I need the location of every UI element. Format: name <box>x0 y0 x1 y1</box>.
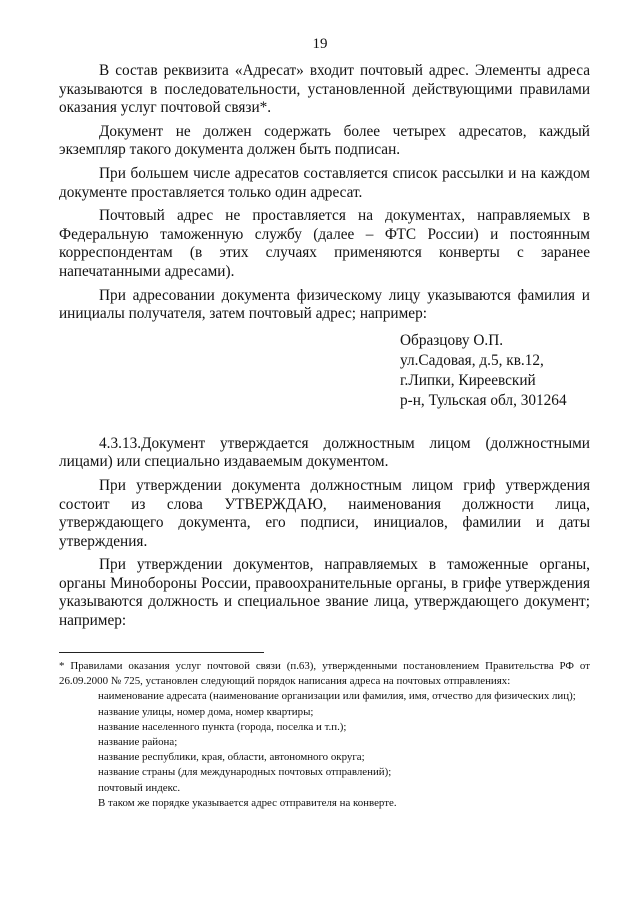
footnote-item: почтовый индекс. <box>98 781 181 794</box>
footnote-item: название страны (для международных почтовых отправлений); <box>98 766 392 779</box>
paragraph-addressee-requisite: В состав реквизита «Адресат» входит почтовый адрес. Элементы адреса указываются в последовательности, установленной действующими правилами оказания услуг почтовой связи*. <box>59 62 590 117</box>
page-body <box>59 62 590 636</box>
paragraph-max-addressees: Документ не должен содержать более четырех адресатов, каждый экземпляр такого документа должен быть подписан. <box>59 122 590 159</box>
footnote-intro: * Правилами оказания услуг почтовой связи (п.63), утвержденными постановлением Правительства РФ от 26.09.2000 № 725, установлен следующий порядок написания адреса на почтовых отправлениях: <box>59 660 590 688</box>
footnote <box>59 659 590 811</box>
paragraph-approval-stamp: При утверждении документа должностным лицом гриф утверждения состоит из слова УТВЕРЖДАЮ, наименования должности лица, утверждающего документа, его подписи, инициалов, фамилии и даты утверждения. <box>59 476 590 550</box>
paragraph-fts-exception: Почтовый адрес не проставляется на документах, направляемых в Федеральную таможенную службу (далее – ФТС России) и постоянным корреспондентам (в этих случаях применяются конверты с заранее напечатанными адресами). <box>59 207 590 280</box>
paragraph-individual-addressee: При адресовании документа физическому лицу указываются фамилия и инициалы получателя, затем почтовый адрес; например: <box>59 286 590 323</box>
address-line: г.Липки, Киреевский <box>400 371 536 389</box>
address-example <box>400 331 590 411</box>
page-number: 19 <box>312 36 328 52</box>
footnote-item: В таком же порядке указывается адрес отправителя на конверте. <box>98 796 397 809</box>
paragraph-mailing-list: При большем числе адресатов составляется список рассылки и на каждом документе проставляется только один адресат. <box>59 164 590 201</box>
footnote-item: название населенного пункта (города, поселка и т.п.); <box>98 720 347 733</box>
footnote-item: наименование адресата (наименование организации или фамилия, имя, отчество для физических лиц); <box>98 690 576 703</box>
footnote-divider <box>59 652 264 653</box>
address-line: Образцову О.П. <box>400 331 504 349</box>
footnote-item: название улицы, номер дома, номер квартиры; <box>98 705 314 718</box>
paragraph-customs-approval: При утверждении документов, направляемых в таможенные органы, органы Минобороны России, правоохранительные органы, в грифе утверждения указываются должность и специальное звание лица, утверждающего документ; например: <box>59 556 590 630</box>
address-line: р-н, Тульская обл, 301264 <box>400 391 567 409</box>
section-4-3-13: 4.3.13.Документ утверждается должностным лицом (должностными лицами) или специально издаваемым документом. <box>59 434 590 471</box>
footnote-item: название республики, края, области, автономного округа; <box>98 751 365 764</box>
address-line: ул.Садовая, д.5, кв.12, <box>400 351 544 369</box>
footnote-item: название района; <box>98 736 178 749</box>
